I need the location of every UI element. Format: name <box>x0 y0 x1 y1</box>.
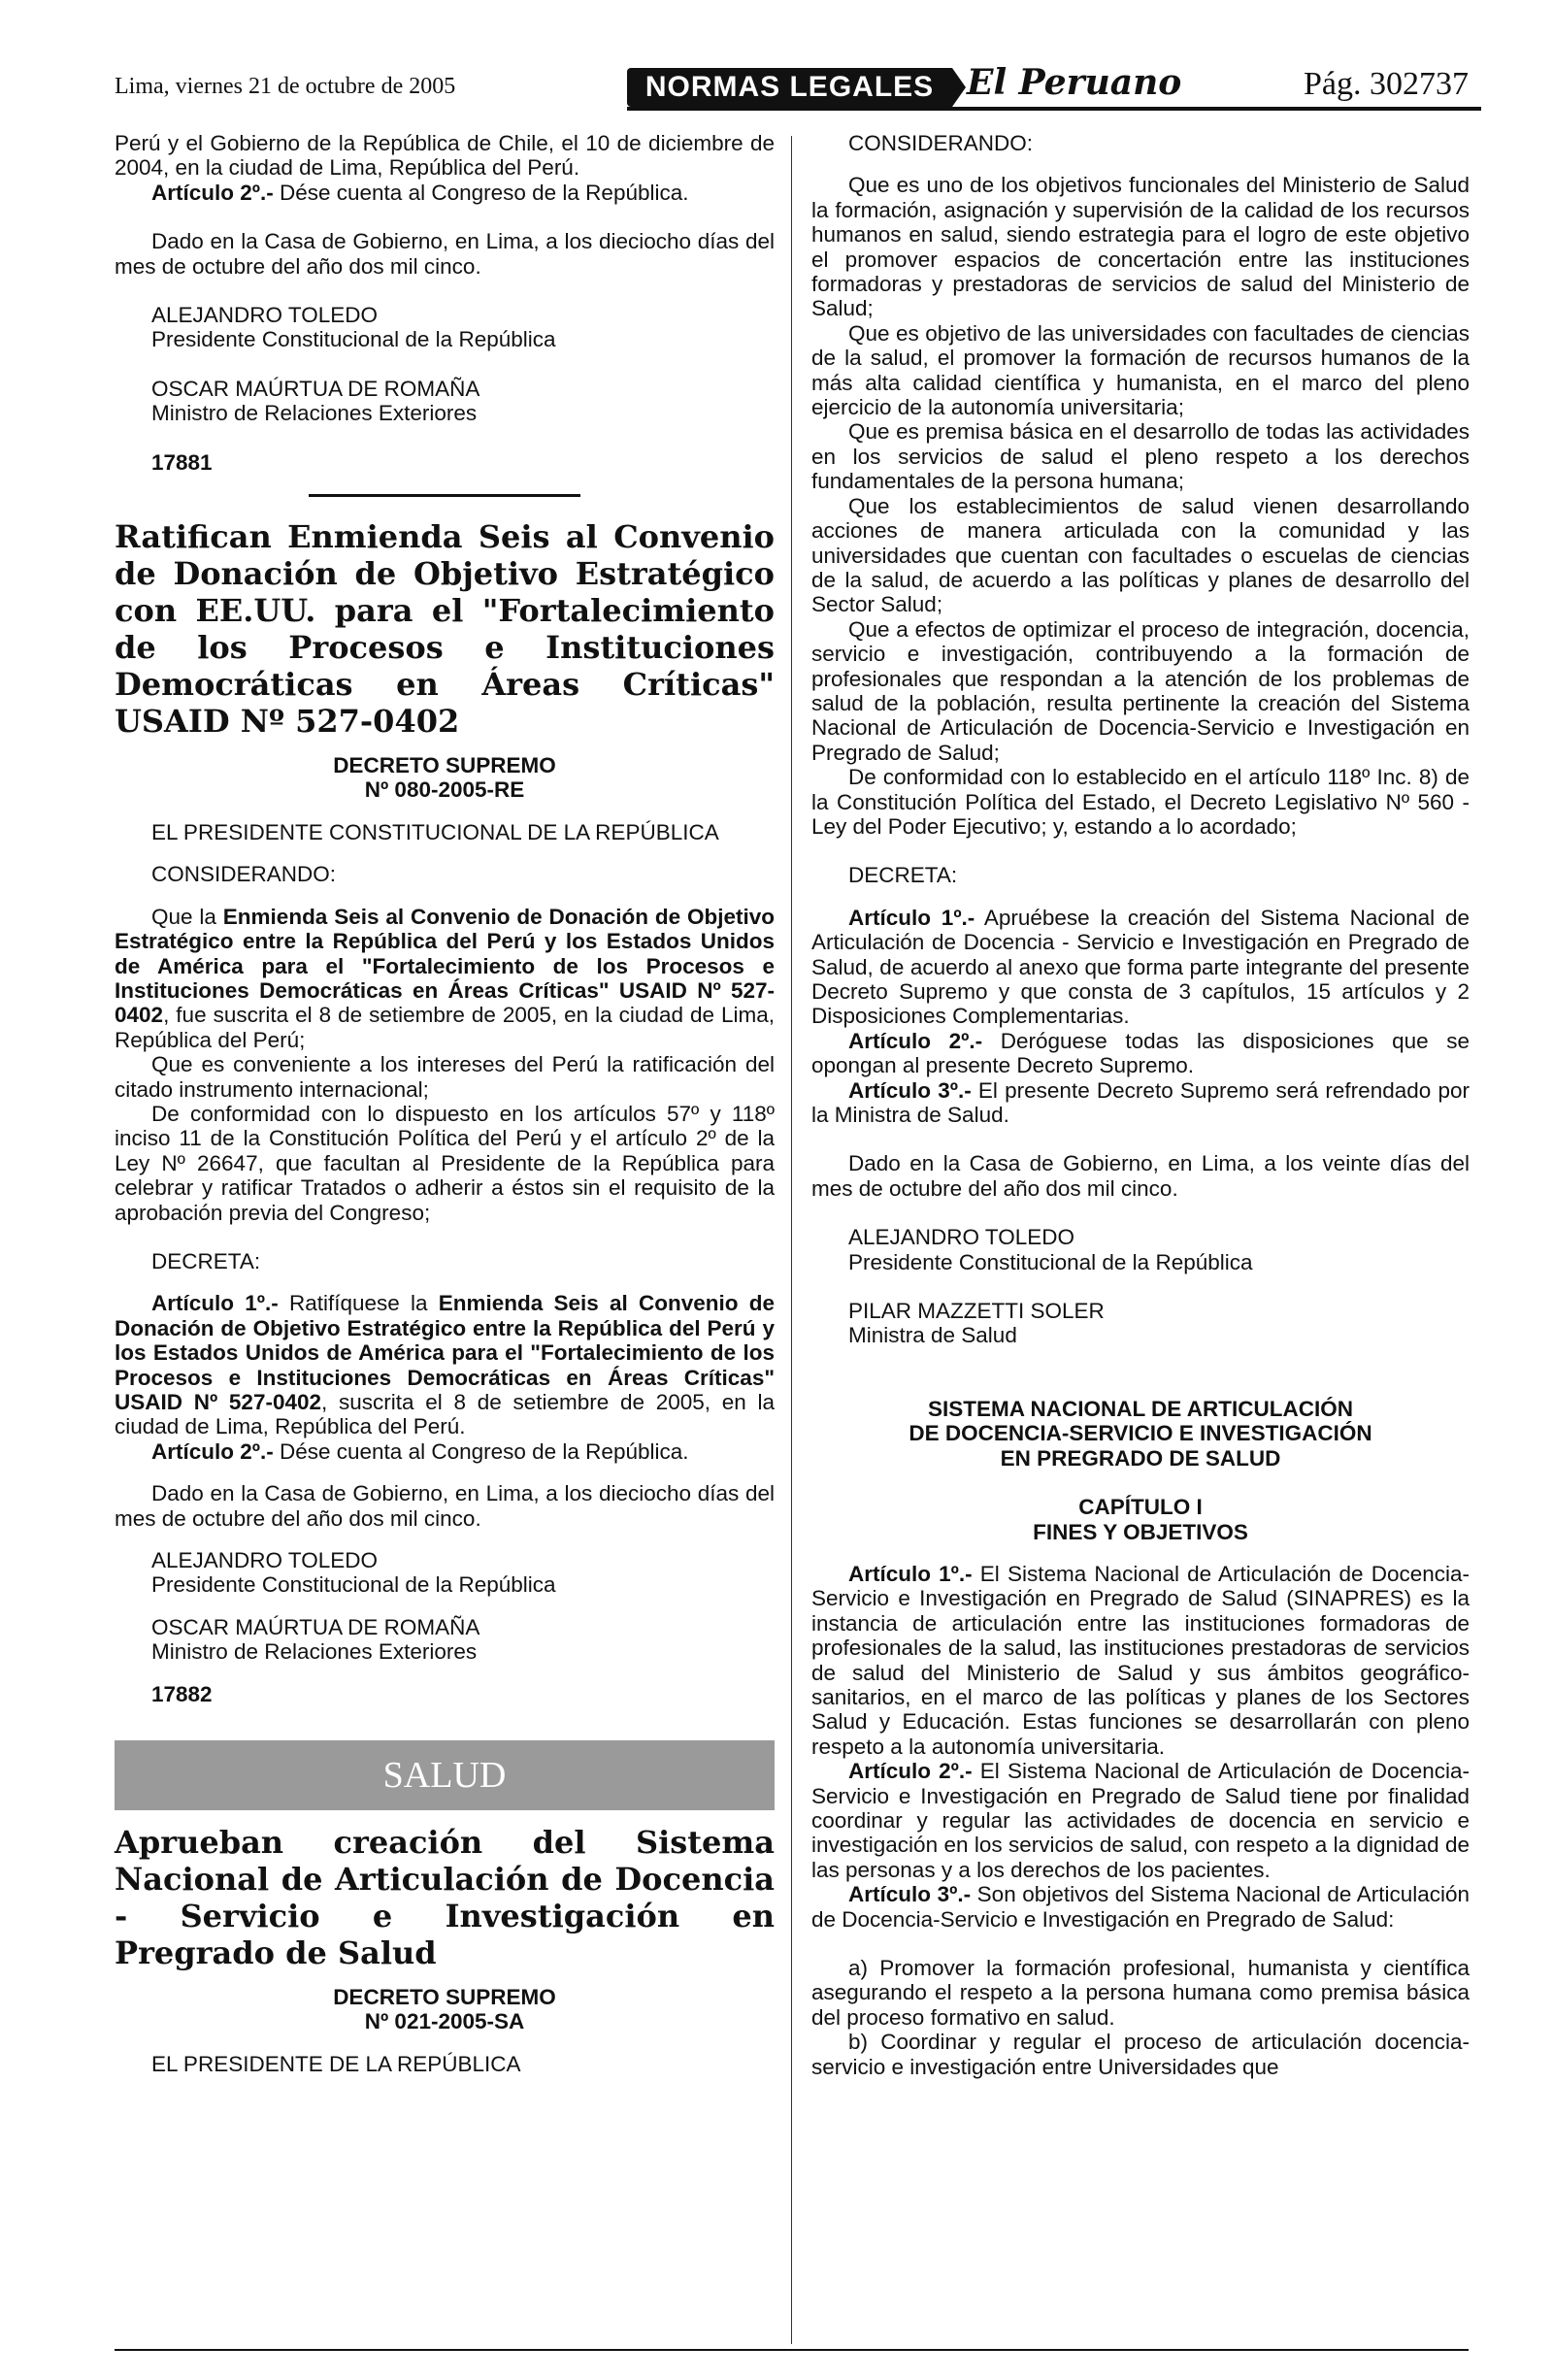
signatory-name: ALEJANDRO TOLEDO <box>151 303 378 328</box>
article-paragraph <box>115 1439 775 1464</box>
left-column <box>115 131 775 2076</box>
page-header <box>115 60 1469 118</box>
separator-rule <box>309 494 580 497</box>
article-text: Dése cuenta al Congreso de la República. <box>273 180 689 205</box>
considerando-paragraph: De conformidad con lo establecido en el artículo 118º Inc. 8) de la Constitución Política del Estado, el Decreto Legislativo Nº 560 - Ley del Poder Ejecutivo; y, estando a lo acordado; <box>811 765 1470 839</box>
considerando-heading: CONSIDERANDO: <box>848 131 1034 155</box>
bold-span: Enmienda Seis al Convenio de Donación de Objetivo Estratégico entre la República del Perú y los Estados Unidos de América para el "Fortalecimiento de los Procesos e Instituciones Democráticas en Áreas Críticas" USAID Nº 527-0402 <box>115 1291 776 1414</box>
article-label: Artículo 1º.- <box>151 1291 279 1316</box>
section-band-salud: SALUD <box>115 1740 775 1810</box>
article-text: El Sistema Nacional de Articulación de Docencia-Servicio e Investigación en Pregrado de Salud tiene por finalidad coordinar y regular las actividades de docencia en servicio e investigación en los servicios de salud, con respeto a la dignidad de las personas y a los derechos de los pacientes. <box>811 1759 1470 1882</box>
signatory-title: Ministro de Relaciones Exteriores <box>151 1639 478 1665</box>
newspaper-logo: El Peruano <box>967 62 1182 103</box>
signatory-name: PILAR MAZZETTI SOLER <box>848 1299 1105 1324</box>
considerando-paragraph: Que los establecimientos de salud vienen desarrollando acciones de manera articulada con la comunidad y las universidades que cuentan con facultades o escuelas de ciencias de la salud, de acuerdo a las políticas y planes de desarrollo del Sector Salud; <box>811 493 1470 617</box>
article-label: Artículo 1º.- <box>848 1561 973 1586</box>
signatory-title: Ministra de Salud <box>848 1323 1017 1348</box>
dado-paragraph: Dado en la Casa de Gobierno, en Lima, a los dieciocho días del mes de octubre del año dos mil cinco. <box>115 1481 775 1531</box>
article-label: Artículo 2º.- <box>151 1438 274 1464</box>
decreta-heading: DECRETA: <box>848 863 958 888</box>
article-text: Deróguese todas las disposiciones que se opongan al presente Decreto Supremo. <box>811 1028 1470 1078</box>
text-span: Ratifíquese la <box>278 1291 439 1316</box>
article-text: El presente Decreto Supremo será refrendado por la Ministra de Salud. <box>811 1077 1470 1128</box>
article-paragraph <box>115 181 775 205</box>
considerando-paragraph <box>115 905 775 1052</box>
column-divider <box>791 136 792 2344</box>
considerando-paragraph: Que es uno de los objetivos funcionales del Ministerio de Salud la formación, asignación y supervisión de la calidad de los recursos humanos en salud, siendo estrategia para el logro de este objetivo el promover espacios de concertación entre las instituciones formadoras y prestadoras de servicios de salud del Ministerio de Salud; <box>811 173 1470 321</box>
text-span: , suscrita el 8 de setiembre de 2005, en la ciudad de Lima, República del Perú. <box>115 1390 776 1439</box>
dado-paragraph: Dado en la Casa de Gobierno, en Lima, a los veinte días del mes de octubre del año dos mil cinco. <box>811 1151 1470 1201</box>
presidente-heading: EL PRESIDENTE DE LA REPÚBLICA <box>151 2051 521 2076</box>
chapter-title: FINES Y OBJETIVOS <box>1033 1519 1248 1544</box>
dado-paragraph: Dado en la Casa de Gobierno, en Lima, a los dieciocho días del mes de octubre del año dos mil cinco. <box>115 229 775 279</box>
article-label: Artículo 3º.- <box>848 1077 972 1103</box>
signatory-title: Presidente Constitucional de la República <box>848 1249 1253 1274</box>
article-label: Artículo 3º.- <box>848 1882 972 1907</box>
article-label: Artículo 1º.- <box>848 905 975 930</box>
presidente-heading: EL PRESIDENTE CONSTITUCIONAL DE LA REPÚBLICA <box>151 819 719 844</box>
signatory-title: Presidente Constitucional de la República <box>151 1572 556 1598</box>
signatory-name: OSCAR MAÚRTUA DE ROMAÑA <box>151 376 480 401</box>
article-title: Aprueban creación del Sistema Nacional de Articulación de Docencia - Servicio e Investigación en Pregrado de Salud <box>115 1824 775 1972</box>
article-paragraph <box>811 1029 1470 1078</box>
article-text: Son objetivos del Sistema Nacional de Articulación de Docencia-Servicio e Investigación en Pregrado de Salud: <box>811 1882 1470 1932</box>
system-heading-line: SISTEMA NACIONAL DE ARTICULACIÓN <box>928 1396 1353 1421</box>
system-heading-line: EN PREGRADO DE SALUD <box>1000 1445 1281 1471</box>
article-paragraph <box>811 1759 1470 1882</box>
text-span: Que la <box>151 904 223 929</box>
system-heading-line: DE DOCENCIA-SERVICIO E INVESTIGACIÓN <box>909 1421 1372 1446</box>
header-date: Lima, viernes 21 de octubre de 2005 <box>115 74 456 99</box>
considerando-paragraph: Que a efectos de optimizar el proceso de integración, docencia, servicio e investigación, contribuyendo a la formación de profesionales que respondan a la atención de los problemas de salud de la población, resulta pertinente la creación del Sistema Nacional de Articulación de Docencia-Servicio e Investigación en Pregrado de Salud; <box>811 616 1470 765</box>
article-paragraph <box>811 1882 1470 1932</box>
signatory-title: Presidente Constitucional de la República <box>151 327 556 352</box>
considerando-paragraph: Que es premisa básica en el desarrollo de todas las actividades en los servicios de salud el pleno respeto a los derechos fundamentales de la persona humana; <box>811 419 1470 494</box>
page-number: Pág. 302737 <box>1304 66 1469 102</box>
signatory-title: Ministro de Relaciones Exteriores <box>151 401 478 426</box>
considerando-paragraph: Que es objetivo de las universidades con facultades de ciencias de la salud, el promover la formación de recursos humanos de la más alta calidad científica y humanista, en el marco del pleno ejercicio de la autonomía universitaria; <box>811 320 1470 420</box>
chapter-heading: CAPÍTULO I <box>1078 1495 1203 1520</box>
list-item: a) Promover la formación profesional, humanista y científica asegurando el respeto a la persona humana como premisa básica del proceso formativo en salud. <box>811 1956 1470 2030</box>
article-paragraph <box>811 1078 1470 1128</box>
decree-heading: DECRETO SUPREMO <box>333 1985 556 2010</box>
document-number: 17881 <box>151 449 213 475</box>
article-label: Artículo 2º.- <box>151 180 274 205</box>
article-text: Apruébese la creación del Sistema Nacional de Articulación de Docencia - Servicio e Investigación en Pregrado de Salud, de acuerdo al anexo que forma parte integrante del presente Decreto Supremo y que consta de 3 capítulos, 15 artículos y 2 Disposiciones Complementarias. <box>811 905 1470 1029</box>
article-label: Artículo 2º.- <box>848 1759 973 1784</box>
right-column <box>811 131 1470 2079</box>
signatory-name: ALEJANDRO TOLEDO <box>848 1225 1074 1250</box>
article-paragraph <box>115 1291 775 1438</box>
text-span: , fue suscrita el 8 de setiembre de 2005, en la ciudad de Lima, República del Perú; <box>115 1003 775 1052</box>
article-paragraph <box>811 1562 1470 1759</box>
list-item: b) Coordinar y regular el proceso de articulación docencia-servicio e investigación entre Universidades que <box>811 2030 1470 2079</box>
article-paragraph <box>811 906 1470 1029</box>
signatory-name: ALEJANDRO TOLEDO <box>151 1548 378 1573</box>
signatory-name: OSCAR MAÚRTUA DE ROMAÑA <box>151 1614 480 1639</box>
bold-span: Enmienda Seis al Convenio de Donación de Objetivo Estratégico entre la República del Perú y los Estados Unidos de América para el "Fortalecimiento de los Procesos e Instituciones Democráticas en Áreas Críticas" USAID Nº 527-0402 <box>115 904 775 1028</box>
considerando-paragraph: Que es conveniente a los intereses del Perú la ratificación del citado instrumento internacional; <box>115 1052 775 1102</box>
article-title: Ratifican Enmienda Seis al Convenio de Donación de Objetivo Estratégico con EE.UU. para el "Fortalecimiento de los Procesos e Instituciones Democráticas en Áreas Críticas" USAID Nº 527-0402 <box>115 518 775 741</box>
section-tag: NORMAS LEGALES <box>627 68 952 107</box>
article-text: Dése cuenta al Congreso de la República. <box>273 1438 689 1464</box>
paragraph: Perú y el Gobierno de la República de Chile, el 10 de diciembre de 2004, en la ciudad de Lima, República del Perú. <box>115 131 775 181</box>
decree-number: Nº 080-2005-RE <box>364 777 525 803</box>
article-text: El Sistema Nacional de Articulación de Docencia-Servicio e Investigación en Pregrado de Salud (SINAPRES) es la instancia de articulación entre las instituciones formadoras de profesionales de la salud, las instituciones prestadoras de servicios de salud del Ministerio de Salud y sus ámbitos geográfico-sanitarios, en el marco de las políticas y planes de los Sectores Salud y Educación. Estas funciones se desarrollarán con pleno respeto a la autonomía universitaria. <box>811 1561 1470 1759</box>
document-number: 17882 <box>151 1681 213 1706</box>
decree-heading: DECRETO SUPREMO <box>333 753 556 778</box>
article-label: Artículo 2º.- <box>848 1028 983 1053</box>
decree-number: Nº 021-2005-SA <box>364 2009 525 2034</box>
considerando-heading: CONSIDERANDO: <box>151 862 337 887</box>
considerando-paragraph: De conformidad con lo dispuesto en los artículos 57º y 118º inciso 11 de la Constitución Política del Perú y el artículo 2º de la Ley Nº 26647, que facultan al Presidente de la República para celebrar y ratificar Tratados o adherir a éstos sin el requisito de la aprobación previa del Congreso; <box>115 1101 775 1225</box>
footer-rule <box>115 2349 1469 2351</box>
decreta-heading: DECRETA: <box>151 1248 261 1273</box>
